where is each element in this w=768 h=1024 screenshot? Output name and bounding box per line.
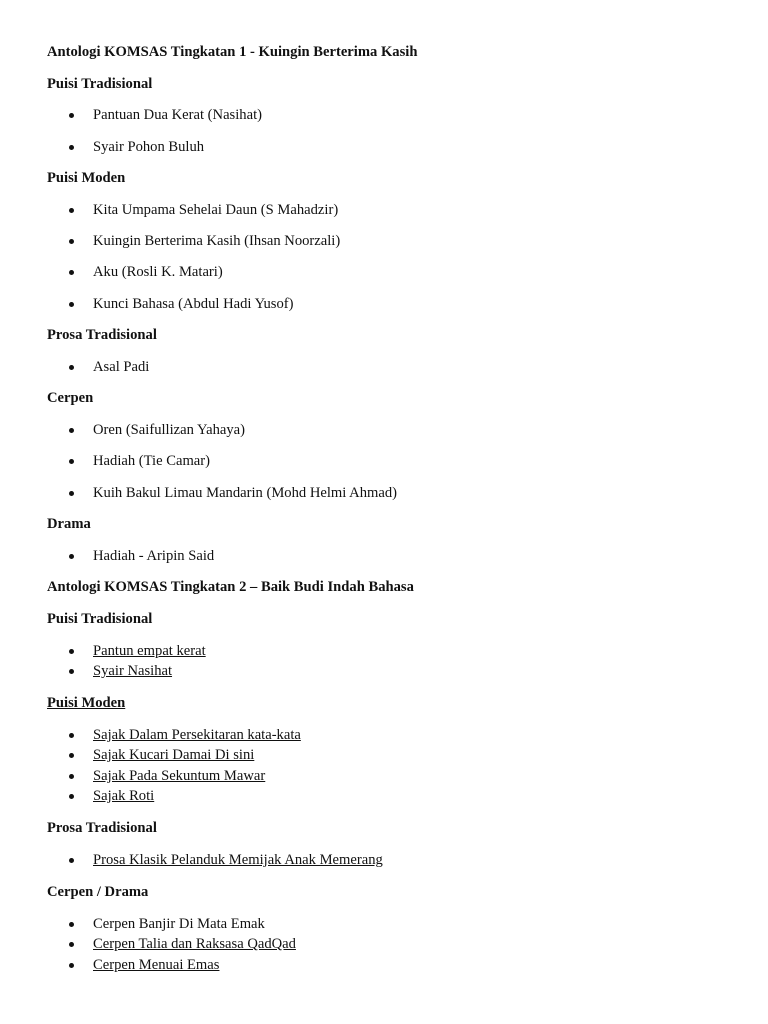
list-item-link[interactable]: Sajak Roti (93, 788, 155, 804)
document-page (47, 0, 747, 1024)
bullet-icon (69, 239, 74, 244)
list-item: Asal Padi (93, 359, 150, 375)
list-item: Aku (Rosli K. Matari) (93, 264, 223, 280)
bullet-icon (69, 858, 74, 863)
list-item: Kuih Bakul Limau Mandarin (Mohd Helmi Ahmad) (93, 485, 397, 501)
list-item: Hadiah - Aripin Said (93, 548, 215, 564)
bullet-icon (69, 459, 74, 464)
bullet-icon (69, 963, 74, 968)
list-item-link[interactable]: Sajak Kucari Damai Di sini (93, 747, 255, 763)
list-item: Kuingin Berterima Kasih (Ihsan Noorzali) (93, 233, 341, 249)
form2-prosa-tradisional-heading: Prosa Tradisional (47, 820, 157, 836)
bullet-icon (69, 270, 74, 275)
form2-puisi-moden-heading[interactable]: Puisi Moden (47, 695, 126, 711)
form2-cerpen-drama-heading: Cerpen / Drama (47, 884, 149, 900)
list-item: Kita Umpama Sehelai Daun (S Mahadzir) (93, 202, 339, 218)
list-item-link[interactable]: Sajak Dalam Persekitaran kata-kata (93, 727, 301, 743)
form1-title: Antologi KOMSAS Tingkatan 1 - Kuingin Berterima Kasih (47, 44, 418, 60)
form1-puisi-tradisional-heading: Puisi Tradisional (47, 76, 153, 92)
list-item: Pantuan Dua Kerat (Nasihat) (93, 107, 262, 123)
bullet-icon (69, 942, 74, 947)
bullet-icon (69, 428, 74, 433)
list-item: Hadiah (Tie Camar) (93, 453, 210, 469)
list-item-link[interactable]: Prosa Klasik Pelanduk Memijak Anak Memerang (93, 852, 383, 868)
form1-prosa-tradisional-heading: Prosa Tradisional (47, 327, 157, 343)
list-item-link[interactable]: Pantun empat kerat (93, 643, 206, 659)
bullet-icon (69, 922, 74, 927)
form2-puisi-tradisional-heading: Puisi Tradisional (47, 611, 153, 627)
bullet-icon (69, 208, 74, 213)
list-item-link[interactable]: Cerpen Talia dan Raksasa QadQad (93, 936, 296, 952)
list-item: Cerpen Banjir Di Mata Emak (93, 916, 265, 932)
form1-drama-heading: Drama (47, 516, 91, 532)
bullet-icon (69, 649, 74, 654)
list-item: Oren (Saifullizan Yahaya) (93, 422, 245, 438)
bullet-icon (69, 774, 74, 779)
list-item: Kunci Bahasa (Abdul Hadi Yusof) (93, 296, 294, 312)
form2-title: Antologi KOMSAS Tingkatan 2 – Baik Budi Indah Bahasa (47, 579, 414, 595)
bullet-icon (69, 113, 74, 118)
bullet-icon (69, 733, 74, 738)
bullet-icon (69, 554, 74, 559)
list-item-link[interactable]: Cerpen Menuai Emas (93, 957, 220, 973)
list-item-link[interactable]: Sajak Pada Sekuntum Mawar (93, 768, 266, 784)
bullet-icon (69, 302, 74, 307)
bullet-icon (69, 669, 74, 674)
list-item: Syair Pohon Buluh (93, 139, 205, 155)
bullet-icon (69, 145, 74, 150)
form1-puisi-moden-heading: Puisi Moden (47, 170, 126, 186)
form1-cerpen-heading: Cerpen (47, 390, 94, 406)
bullet-icon (69, 491, 74, 496)
bullet-icon (69, 365, 74, 370)
bullet-icon (69, 753, 74, 758)
bullet-icon (69, 794, 74, 799)
list-item-link[interactable]: Syair Nasihat (93, 663, 173, 679)
